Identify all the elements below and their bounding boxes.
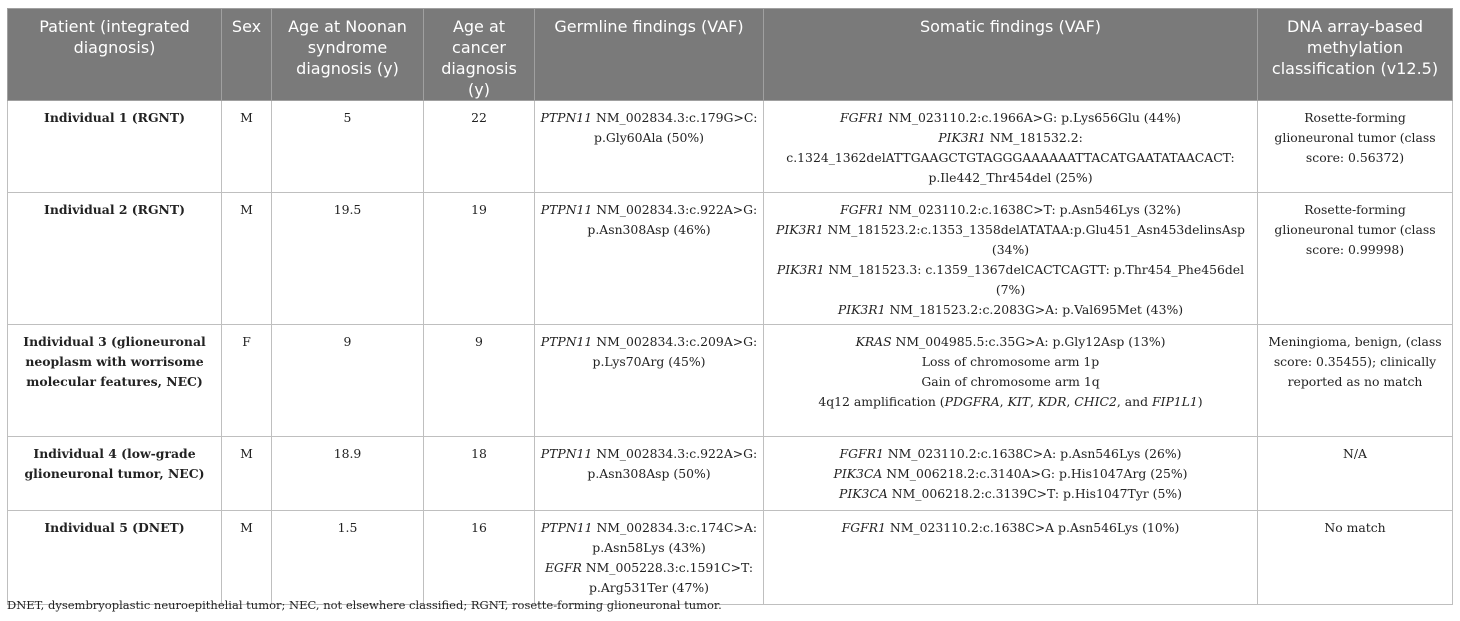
- age-noonan-cell: 18.9: [272, 437, 424, 511]
- header-sex: Sex: [222, 9, 272, 101]
- age-cancer-cell: 18: [424, 437, 535, 511]
- germline-cell: [535, 437, 764, 511]
- sex-cell: M: [222, 511, 272, 605]
- sex-cell: M: [222, 101, 272, 193]
- header-age-cancer: Age at cancer diagnosis (y): [424, 9, 535, 101]
- somatic-line: [769, 464, 1252, 484]
- variant-text: NM_005228.3:c.1591C>T: p.Arg531Ter (47%): [581, 560, 754, 595]
- methylation-cell: Rosette-forming glioneuronal tumor (class score: 0.99998): [1258, 193, 1453, 325]
- age-noonan-cell: 1.5: [272, 511, 424, 605]
- somatic-cell: [764, 325, 1258, 437]
- somatic-line: [769, 108, 1252, 128]
- gene-symbol: PTPN11: [540, 520, 593, 535]
- somatic-line: [769, 484, 1252, 504]
- variant-text: NM_181523.3: c.1359_1367delCACTCAGTT: p.Thr454_Phe456del (7%): [824, 262, 1245, 297]
- gene-symbol: PTPN11: [540, 334, 593, 349]
- sex-cell: M: [222, 193, 272, 325]
- gene-symbol: PIK3R1: [938, 130, 986, 145]
- somatic-line: [769, 372, 1252, 392]
- table-row: [8, 193, 1453, 325]
- germline-cell: [535, 325, 764, 437]
- gene-symbol: PIK3R1: [837, 302, 886, 317]
- sex-cell: F: [222, 325, 272, 437]
- gene-symbol: PIK3CA: [839, 486, 888, 501]
- somatic-line: [769, 220, 1252, 260]
- somatic-line: [769, 518, 1252, 538]
- variant-text: NM_002834.3:c.179G>C: p.Gly60Ala (50%): [592, 110, 758, 145]
- germline-line: [540, 332, 758, 372]
- age-cancer-cell: 22: [424, 101, 535, 193]
- age-cancer-cell: 16: [424, 511, 535, 605]
- germline-cell: [535, 511, 764, 605]
- somatic-cell: [764, 193, 1258, 325]
- variant-text: NM_023110.2:c.1638C>A p.Asn546Lys (10%): [885, 520, 1180, 535]
- table-row: [8, 437, 1453, 511]
- table-row: [8, 101, 1453, 193]
- header-age-noonan: Age at Noonan syndrome diagnosis (y): [272, 9, 424, 101]
- somatic-line: [769, 260, 1252, 300]
- somatic-line: [769, 392, 1252, 412]
- variant-text: NM_181523.2:c.1353_1358delATATAA:p.Glu451_Asn453delinsAsp (34%): [823, 222, 1245, 257]
- age-noonan-cell: 9: [272, 325, 424, 437]
- somatic-line: [769, 128, 1252, 188]
- patient-cell: Individual 2 (RGNT): [8, 193, 222, 325]
- header-row: [8, 9, 1453, 101]
- gene-symbol: FGFR1: [841, 520, 886, 535]
- somatic-cell: [764, 101, 1258, 193]
- germline-line: [540, 558, 758, 598]
- germline-cell: [535, 193, 764, 325]
- somatic-line: [769, 444, 1252, 464]
- gene-symbol: PTPN11: [540, 202, 593, 217]
- sex-cell: M: [222, 437, 272, 511]
- gene-symbol: PTPN11: [540, 446, 593, 461]
- methylation-cell: N/A: [1258, 437, 1453, 511]
- gene-symbol: FGFR1: [840, 202, 885, 217]
- patient-cell: Individual 4 (low-grade glioneuronal tumor, NEC): [8, 437, 222, 511]
- findings-table: [7, 8, 1453, 605]
- gene-symbol: PIK3CA: [833, 466, 883, 481]
- variant-text: NM_002834.3:c.209A>G: p.Lys70Arg (45%): [592, 334, 758, 369]
- variant-text: 4q12 amplification (PDGFRA, KIT, KDR, CHIC2, and FIP1L1): [818, 394, 1203, 409]
- patient-cell: Individual 5 (DNET): [8, 511, 222, 605]
- gene-symbol: PIK3R1: [776, 222, 824, 237]
- gene-symbol: PIK3R1: [776, 262, 825, 277]
- somatic-line: [769, 300, 1252, 320]
- header-methylation: DNA array-based methylation classification (v12.5): [1258, 9, 1453, 101]
- header-somatic: Somatic findings (VAF): [764, 9, 1258, 101]
- methylation-cell: Rosette-forming glioneuronal tumor (class score: 0.56372): [1258, 101, 1453, 193]
- table-row: [8, 325, 1453, 437]
- germline-line: [540, 108, 758, 148]
- germline-line: [540, 200, 758, 240]
- variant-text: NM_023110.2:c.1966A>G: p.Lys656Glu (44%): [884, 110, 1181, 125]
- gene-symbol: PTPN11: [540, 110, 593, 125]
- somatic-line: [769, 200, 1252, 220]
- variant-text: NM_002834.3:c.174C>A: p.Asn58Lys (43%): [592, 520, 758, 555]
- header-patient: Patient (integrated diagnosis): [8, 9, 222, 101]
- variant-text: NM_006218.2:c.3139C>T: p.His1047Tyr (5%): [887, 486, 1182, 501]
- gene-symbol: FGFR1: [840, 110, 885, 125]
- germline-cell: [535, 101, 764, 193]
- table-footnote: DNET, dysembryoplastic neuroepithelial tumor; NEC, not elsewhere classified; RGNT, rosette-forming glioneuronal tumor.: [7, 598, 722, 612]
- variant-text: NM_002834.3:c.922A>G: p.Asn308Asp (50%): [587, 446, 758, 481]
- age-noonan-cell: 5: [272, 101, 424, 193]
- variant-text: NM_181532.2: c.1324_1362delATTGAAGCTGTAGGGAAAAAATTACATGAATATAACACT: p.Ile442_Thr454del (25%): [786, 130, 1235, 185]
- somatic-line: [769, 332, 1252, 352]
- age-cancer-cell: 9: [424, 325, 535, 437]
- table-row: [8, 511, 1453, 605]
- variant-text: Loss of chromosome arm 1p: [921, 354, 1100, 369]
- age-noonan-cell: 19.5: [272, 193, 424, 325]
- variant-text: NM_181523.2:c.2083G>A: p.Val695Met (43%): [885, 302, 1184, 317]
- gene-symbol: EGFR: [544, 560, 582, 575]
- methylation-cell: No match: [1258, 511, 1453, 605]
- patient-cell: Individual 1 (RGNT): [8, 101, 222, 193]
- germline-line: [540, 518, 758, 558]
- age-cancer-cell: 19: [424, 193, 535, 325]
- somatic-cell: [764, 437, 1258, 511]
- variant-text: NM_006218.2:c.3140A>G: p.His1047Arg (25%): [882, 466, 1188, 481]
- patient-cell: Individual 3 (glioneuronal neoplasm with worrisome molecular features, NEC): [8, 325, 222, 437]
- variant-text: NM_023110.2:c.1638C>T: p.Asn546Lys (32%): [884, 202, 1181, 217]
- header-germline: Germline findings (VAF): [535, 9, 764, 101]
- methylation-cell: Meningioma, benign, (class score: 0.35455); clinically reported as no match: [1258, 325, 1453, 437]
- germline-line: [540, 444, 758, 484]
- somatic-cell: [764, 511, 1258, 605]
- gene-symbol: FGFR1: [839, 446, 884, 461]
- variant-text: NM_004985.5:c.35G>A: p.Gly12Asp (13%): [891, 334, 1166, 349]
- gene-symbol: KRAS: [855, 334, 892, 349]
- somatic-line: [769, 352, 1252, 372]
- variant-text: NM_023110.2:c.1638C>A: p.Asn546Lys (26%): [883, 446, 1182, 461]
- variant-text: NM_002834.3:c.922A>G: p.Asn308Asp (46%): [587, 202, 758, 237]
- variant-text: Gain of chromosome arm 1q: [921, 374, 1100, 389]
